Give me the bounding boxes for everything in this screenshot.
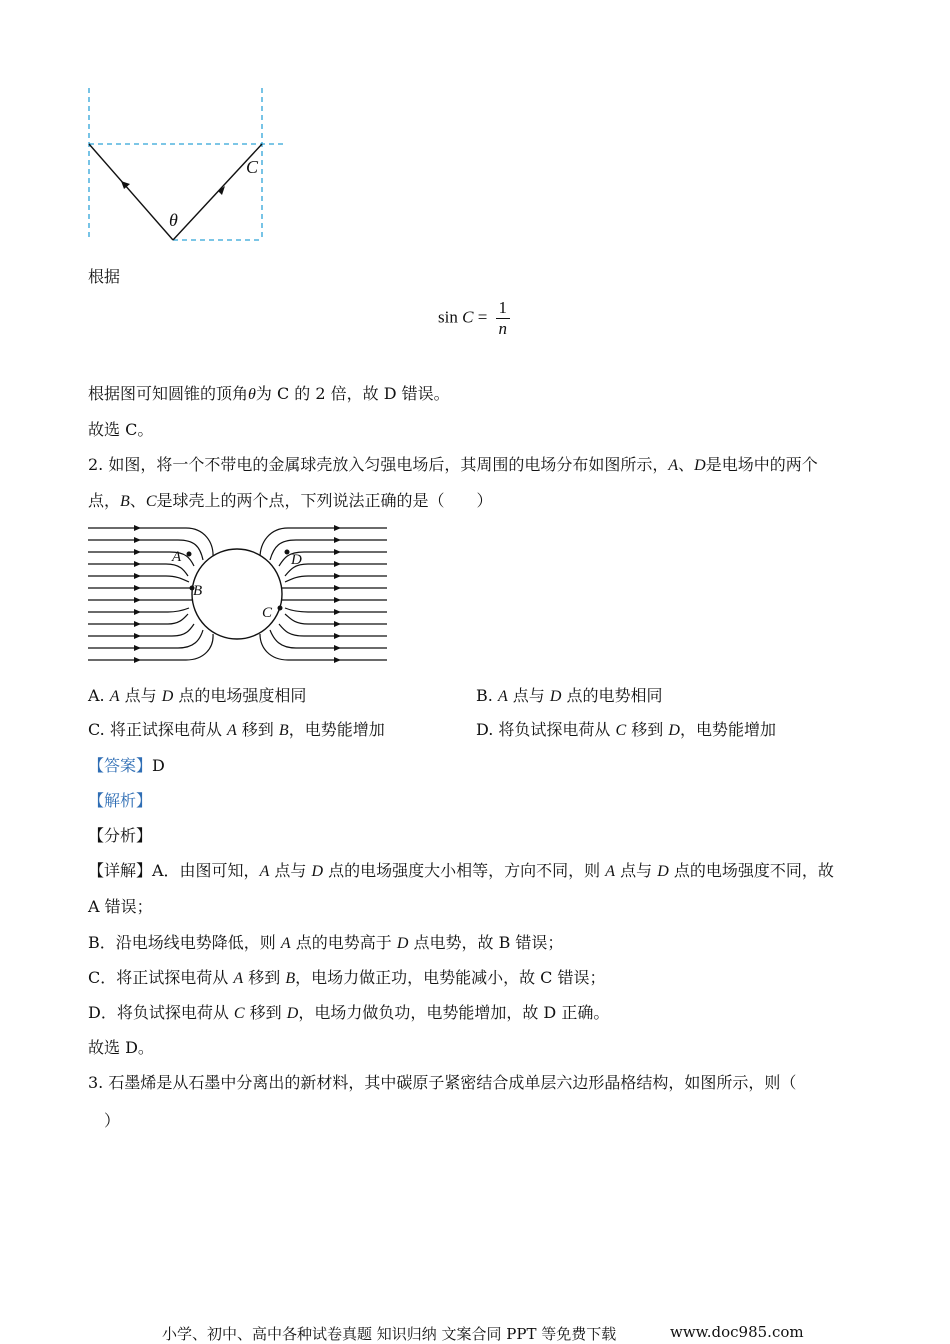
option-d-post: ，电势能增加 <box>679 720 776 739</box>
option-d-v1: C <box>615 722 627 739</box>
option-b-pre: B. <box>476 686 498 705</box>
formula-eq: = <box>473 307 492 327</box>
metal-sphere <box>192 549 282 639</box>
detail-l5-d: D <box>286 1005 299 1022</box>
detail-line1 <box>88 861 834 882</box>
q2-l2-b: B <box>120 493 130 510</box>
formula-sin: sin <box>438 307 463 327</box>
detail-l1-p3: 点的电场强度大小相等，方向不同，则 <box>323 861 606 880</box>
option-a-mid: 点与 <box>119 686 162 705</box>
option-c[interactable] <box>88 720 385 741</box>
q2-l1-d: D <box>694 457 706 474</box>
detail-l3-a: A <box>280 935 291 952</box>
formula-denominator: n <box>498 319 508 338</box>
detail-l4-p3: ，电场力做正功，电势能减小，故 C 错误； <box>295 968 606 987</box>
figure2-label-d: D <box>291 552 302 568</box>
detail-l1-p5: 点的电场强度不同，故 <box>668 861 834 880</box>
option-c-post: ，电势能增加 <box>288 720 385 739</box>
option-a-pre: A. <box>88 686 110 705</box>
point-d-dot <box>285 550 290 555</box>
conclusion-part2: 为 C 的 2 倍，故 D 错误。 <box>255 384 450 403</box>
detail-l1-p2: 点与 <box>269 861 312 880</box>
option-a[interactable] <box>88 686 306 707</box>
q2-l2-p2: 是球壳上的两个点，下列说法正确的是（ ） <box>156 491 493 510</box>
left-ray <box>89 144 173 240</box>
q3-stem-line1: 3. 石墨烯是从石墨中分离出的新材料，其中碳原子紧密结合成单层六边形晶格结构，如图所示，则（ <box>88 1073 797 1092</box>
detail-l1-p4: 点与 <box>615 861 658 880</box>
point-a-dot <box>187 552 192 557</box>
q2-l2-sep: 、 <box>129 491 146 510</box>
formula-sinc <box>438 298 510 339</box>
analysis-label: 【解析】 <box>88 791 153 810</box>
option-c-mid: 移到 <box>236 720 279 739</box>
detail-line4 <box>88 968 606 989</box>
q2-l2-c: C <box>145 493 157 510</box>
q3-stem-line2: ） <box>104 1111 121 1130</box>
conclusion-part1: 根据图可知圆锥的顶角 <box>88 384 249 403</box>
detail-l5-p2: 移到 <box>244 1003 287 1022</box>
detail-line2: A 错误； <box>88 897 153 916</box>
detail-line3 <box>88 933 563 954</box>
q2-l1-p2: 是电场中的两个 <box>705 455 818 474</box>
figure1-label-c: C <box>246 157 259 177</box>
option-b-v2: D <box>549 688 562 705</box>
option-b[interactable] <box>476 686 663 707</box>
detail-l1-d: D <box>311 863 324 880</box>
option-b-v1: A <box>497 688 508 705</box>
electric-field-figure <box>86 524 391 674</box>
detail-line5 <box>88 1003 609 1024</box>
detail-l3-p3: 点电势，故 B 错误； <box>408 933 564 952</box>
answer-value: D <box>152 756 165 775</box>
answer-line <box>88 756 165 776</box>
q2-stem-line2 <box>88 491 493 512</box>
option-c-v1: A <box>226 722 237 739</box>
point-c-dot <box>278 606 283 611</box>
q2-l1-p1: 2. 如图，将一个不带电的金属球壳放入匀强电场后，其周围的电场分布如图所示， <box>88 455 669 474</box>
detail-l5-p3: ，电场力做负功，电势能增加，故 D 正确。 <box>298 1003 610 1022</box>
cone-reflection-figure <box>80 85 295 250</box>
detail-l4-b: B <box>285 970 296 987</box>
detail-l5-p1: D．将负试探电荷从 <box>88 1003 234 1022</box>
detail-l4-p1: C．将正试探电荷从 <box>88 968 234 987</box>
option-d-v2: D <box>668 722 680 739</box>
detail-l3-p2: 点的电势高于 <box>290 933 397 952</box>
detail-l3-p1: B．沿电场线电势降低，则 <box>88 933 281 952</box>
q2-l1-sep: 、 <box>678 455 695 474</box>
figure1-label-theta: θ <box>169 210 178 230</box>
option-d-mid: 移到 <box>626 720 669 739</box>
option-d-pre: D. 将负试探电荷从 <box>476 720 616 739</box>
detail-l1-a: A <box>259 863 270 880</box>
q2-l2-p1: 点， <box>88 491 121 510</box>
formula-c: C <box>462 307 474 327</box>
fenxi-label: 【分析】 <box>88 826 153 845</box>
detail-line6: 故选 D。 <box>88 1038 154 1057</box>
footer-left: 小学、初中、高中各种试卷真题 知识归纳 文案合同 PPT 等免费下载 <box>162 1325 617 1343</box>
option-a-v1: A <box>109 688 120 705</box>
genju-line: 根据 <box>88 267 121 286</box>
detail-l5-c: C <box>233 1005 245 1022</box>
option-a-v2: D <box>161 688 174 705</box>
option-c-pre: C. 将正试探电荷从 <box>88 720 227 739</box>
detail-l4-p2: 移到 <box>243 968 286 987</box>
option-b-post: 点的电势相同 <box>561 686 663 705</box>
conclusion-line <box>88 384 450 405</box>
figure2-label-a: A <box>172 549 182 565</box>
option-b-mid: 点与 <box>507 686 550 705</box>
detail-l3-d: D <box>396 935 409 952</box>
cone-reflection-diagram <box>80 85 295 250</box>
q2-stem-line1 <box>88 455 818 476</box>
figure2-label-c: C <box>262 605 273 621</box>
figure2-label-b: B <box>193 583 203 599</box>
conclusion-theta: θ <box>248 386 256 403</box>
electric-field-diagram <box>86 524 391 674</box>
detail-l1-p1: 【详解】A．由图可知， <box>88 861 260 880</box>
option-d[interactable] <box>476 720 776 741</box>
left-ray-arrow <box>121 181 130 189</box>
footer-site-link[interactable]: www.doc985.com <box>670 1323 804 1341</box>
choose-c-line: 故选 C。 <box>88 420 154 439</box>
detail-l1-d2: D <box>657 863 669 880</box>
formula-fraction <box>496 298 511 339</box>
detail-l1-a2: A <box>605 863 616 880</box>
answer-label: 【答案】 <box>88 756 153 775</box>
detail-l4-a: A <box>233 970 244 987</box>
option-a-post: 点的电场强度相同 <box>173 686 307 705</box>
q2-l1-a: A <box>668 457 679 474</box>
formula-numerator: 1 <box>496 298 511 319</box>
option-c-v2: B <box>278 722 289 739</box>
